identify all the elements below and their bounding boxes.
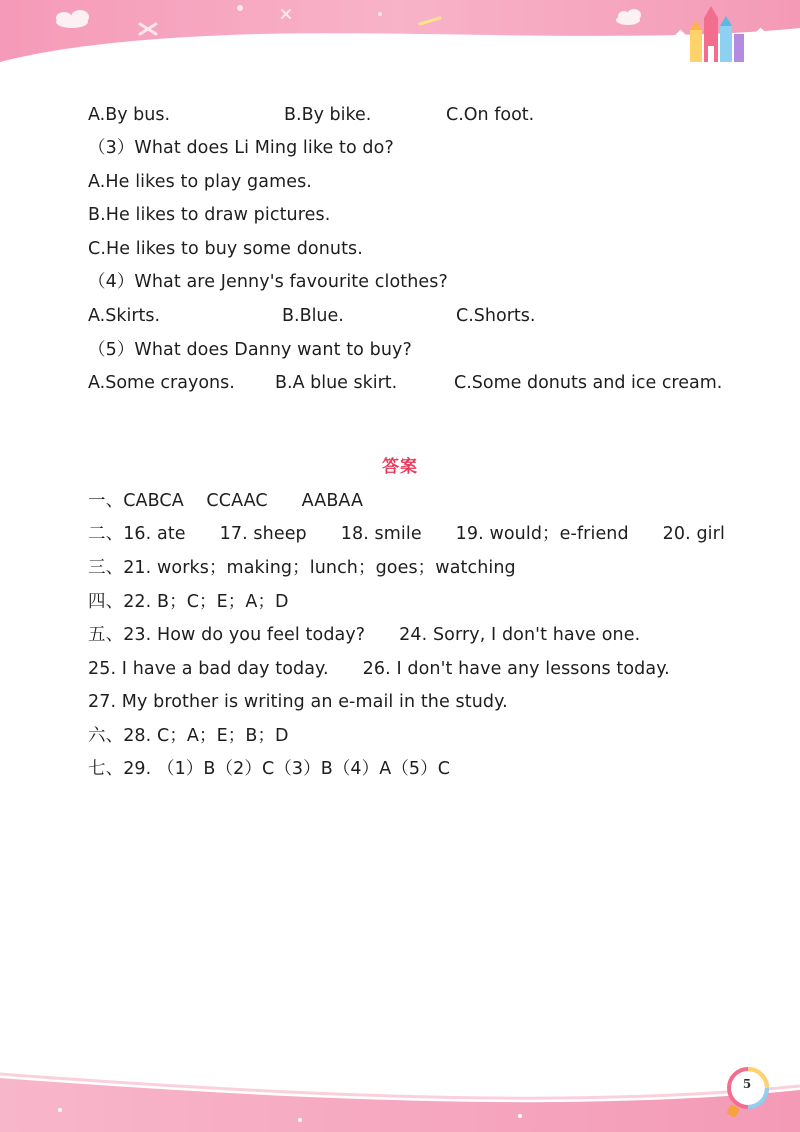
answer-line-4: 四、22. B；C；E；A；D — [88, 592, 289, 612]
q4-option-a: A.Skirts. — [88, 306, 161, 326]
q3-question: （3）What does Li Ming like to do? — [88, 138, 394, 158]
answers-heading: 答案 — [382, 457, 418, 477]
q2-option-c: C.On foot. — [446, 105, 535, 125]
answer-line-9: 七、29. （1）B（2）C（3）B（4）A（5）C — [88, 759, 451, 779]
page-number-badge — [724, 1066, 772, 1122]
q5-option-a: A.Some crayons. — [88, 373, 235, 393]
answer-line-7: 27. My brother is writing an e-mail in the study. — [88, 692, 508, 712]
answer-line-1: 一、CABCA CCAAC AABAA — [88, 491, 364, 511]
q5-option-b: B.A blue skirt. — [275, 373, 398, 393]
answer-line-3: 三、21. works；making；lunch；goes；watching — [88, 558, 516, 578]
q2-option-b: B.By bike. — [284, 105, 372, 125]
top-banner — [0, 0, 800, 80]
page-number: 5 — [742, 1077, 752, 1091]
q4-option-c: C.Shorts. — [456, 306, 536, 326]
q5-question: （5）What does Danny want to buy? — [88, 340, 412, 360]
q2-option-a: A.By bus. — [88, 105, 171, 125]
q4-question: （4）What are Jenny's favourite clothes? — [88, 272, 448, 292]
answer-line-5: 五、23. How do you feel today? 24. Sorry, I don't have one. — [88, 625, 641, 645]
q4-option-b: B.Blue. — [282, 306, 344, 326]
answer-line-6: 25. I have a bad day today. 26. I don't have any lessons today. — [88, 659, 670, 679]
q3-option-c: C.He likes to buy some donuts. — [88, 239, 363, 259]
q3-option-b: B.He likes to draw pictures. — [88, 205, 331, 225]
answer-line-2: 二、16. ate 17. sheep 18. smile 19. would；e-friend 20. girl — [88, 524, 725, 544]
q3-option-a: A.He likes to play games. — [88, 172, 312, 192]
q5-option-c: C.Some donuts and ice cream. — [454, 373, 723, 393]
answer-line-8: 六、28. C；A；E；B；D — [88, 726, 289, 746]
bottom-banner — [0, 1060, 800, 1132]
